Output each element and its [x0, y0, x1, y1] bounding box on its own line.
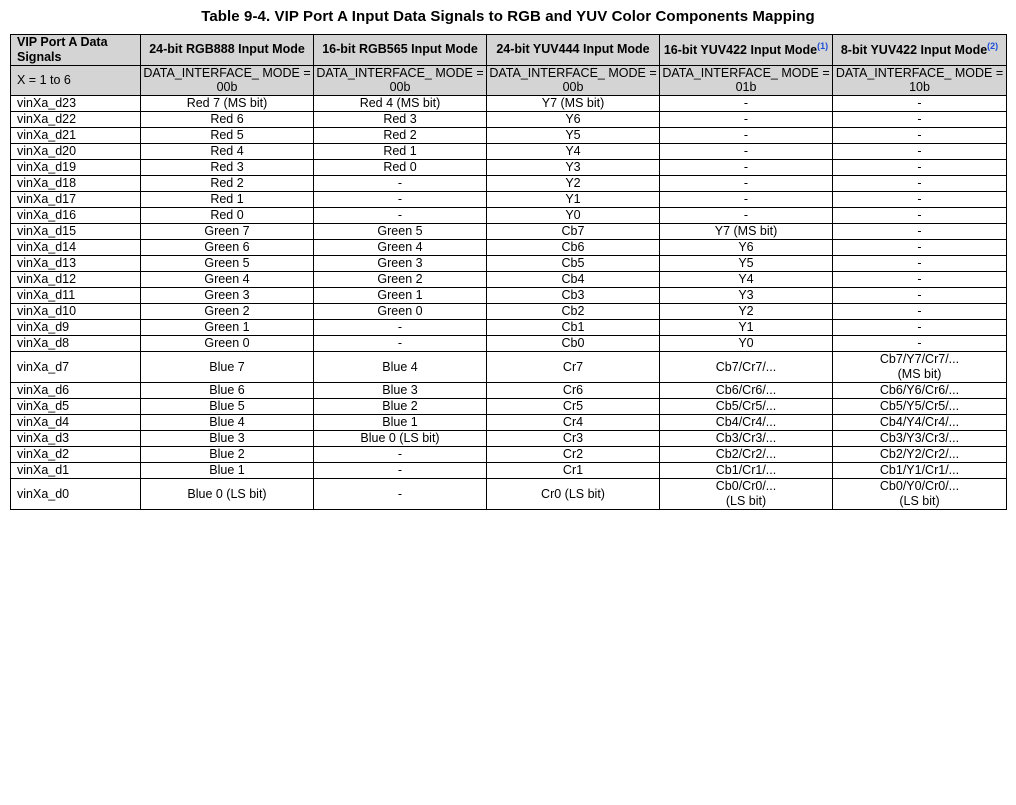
cell-yuv422-16: Cb6/Cr6/... [660, 383, 833, 399]
cell-rgb565: - [314, 208, 487, 224]
subheader-yuv422-8-mode [833, 65, 1007, 96]
cell-rgb565: - [314, 463, 487, 479]
cell-yuv444: Cr4 [487, 415, 660, 431]
cell-yuv422-16: - [660, 96, 833, 112]
cell-signal: vinXa_d20 [11, 144, 141, 160]
subheader-line1: DATA_INTERFACE_ [489, 65, 605, 80]
cell-yuv444: Cr0 (LS bit) [487, 479, 660, 510]
cell-yuv422-16: - [660, 192, 833, 208]
cell-yuv422-8: Cb6/Y6/Cr6/... [833, 383, 1007, 399]
cell-rgb888: Green 7 [141, 224, 314, 240]
table-row [11, 304, 1007, 320]
column-header-yuv422-16 [660, 35, 833, 66]
cell-rgb888: Blue 3 [141, 431, 314, 447]
table-row [11, 112, 1007, 128]
cell-yuv422-8: Cb4/Y4/Cr4/... [833, 415, 1007, 431]
cell-signal: vinXa_d21 [11, 128, 141, 144]
cell-yuv422-16: Y6 [660, 240, 833, 256]
cell-rgb888: Red 5 [141, 128, 314, 144]
column-header-line1: 24-bit RGB888 [149, 42, 235, 57]
cell-yuv444: Cr7 [487, 352, 660, 383]
cell-line2: (MS bit) [897, 367, 942, 381]
cell-rgb888: Red 7 (MS bit) [141, 96, 314, 112]
cell-signal: vinXa_d16 [11, 208, 141, 224]
column-header-line2: Input Mode [582, 42, 650, 57]
table-subheader-row [11, 65, 1007, 96]
cell-yuv422-8: - [833, 256, 1007, 272]
cell-signal: vinXa_d23 [11, 96, 141, 112]
cell-yuv422-16: Y5 [660, 256, 833, 272]
cell-signal: vinXa_d7 [11, 352, 141, 383]
cell-yuv444: Cr6 [487, 383, 660, 399]
cell-rgb888: Red 1 [141, 192, 314, 208]
column-header-line2-text: Input Mode [920, 43, 988, 58]
subheader-yuv422-16-mode [660, 65, 833, 96]
cell-yuv444: Cr3 [487, 431, 660, 447]
cell-yuv422-16: Cb1/Cr1/... [660, 463, 833, 479]
cell-yuv444: Cb0 [487, 336, 660, 352]
column-header-line2-text: Input Mode [750, 43, 818, 58]
cell-yuv422-8: - [833, 336, 1007, 352]
cell-rgb565: Red 4 (MS bit) [314, 96, 487, 112]
column-header-line1: 24-bit YUV444 [496, 42, 580, 57]
subheader-line1: X = 1 to 6 [17, 72, 71, 87]
cell-rgb888: Green 0 [141, 336, 314, 352]
cell-yuv422-8: - [833, 272, 1007, 288]
subheader-line2: MODE = 01b [735, 65, 830, 95]
table-row [11, 144, 1007, 160]
column-header-line1: 8-bit YUV422 [840, 43, 918, 58]
table-row [11, 463, 1007, 479]
table-row [11, 431, 1007, 447]
cell-rgb888: Green 1 [141, 320, 314, 336]
table-row [11, 479, 1007, 510]
cell-yuv422-16: - [660, 128, 833, 144]
cell-signal: vinXa_d1 [11, 463, 141, 479]
cell-rgb888: Green 2 [141, 304, 314, 320]
cell-yuv422-8: Cb1/Y1/Cr1/... [833, 463, 1007, 479]
cell-yuv422-8: - [833, 176, 1007, 192]
cell-signal: vinXa_d10 [11, 304, 141, 320]
table-row [11, 160, 1007, 176]
cell-line2: (LS bit) [725, 494, 767, 508]
table-row [11, 415, 1007, 431]
cell-yuv422-8: - [833, 208, 1007, 224]
cell-rgb888: Blue 2 [141, 447, 314, 463]
cell-yuv444: Cb3 [487, 288, 660, 304]
cell-yuv422-8: - [833, 96, 1007, 112]
cell-rgb565: Green 3 [314, 256, 487, 272]
cell-yuv444: Cb4 [487, 272, 660, 288]
cell-yuv444: Cr5 [487, 399, 660, 415]
cell-yuv444: Cr2 [487, 447, 660, 463]
cell-yuv422-16: Y2 [660, 304, 833, 320]
cell-signal: vinXa_d22 [11, 112, 141, 128]
cell-yuv422-16: Y0 [660, 336, 833, 352]
cell-signal: vinXa_d17 [11, 192, 141, 208]
cell-yuv422-16: - [660, 112, 833, 128]
column-header-yuv444 [487, 35, 660, 66]
table-row [11, 240, 1007, 256]
cell-signal: vinXa_d0 [11, 479, 141, 510]
column-header-line1: 16-bit YUV422 [663, 43, 747, 58]
table-row [11, 224, 1007, 240]
cell-yuv422-16: Cb7/Cr7/... [660, 352, 833, 383]
cell-rgb888: Red 4 [141, 144, 314, 160]
cell-yuv422-16: - [660, 144, 833, 160]
cell-signal: vinXa_d18 [11, 176, 141, 192]
cell-yuv444: Cb6 [487, 240, 660, 256]
cell-yuv422-16: Cb4/Cr4/... [660, 415, 833, 431]
column-header-signals [11, 35, 141, 66]
cell-rgb888: Blue 4 [141, 415, 314, 431]
table-row [11, 192, 1007, 208]
cell-yuv422-8: - [833, 240, 1007, 256]
cell-yuv444: Cr1 [487, 463, 660, 479]
table-row [11, 336, 1007, 352]
column-header-line2 [750, 43, 828, 57]
cell-line1: Cb0/Cr0/... [715, 479, 777, 493]
cell-signal: vinXa_d15 [11, 224, 141, 240]
cell-rgb565: Blue 4 [314, 352, 487, 383]
cell-yuv444: Y4 [487, 144, 660, 160]
cell-signal: vinXa_d9 [11, 320, 141, 336]
column-header-line1: VIP Port A [17, 35, 77, 49]
cell-yuv422-8: - [833, 192, 1007, 208]
cell-signal: vinXa_d13 [11, 256, 141, 272]
cell-yuv444: Cb2 [487, 304, 660, 320]
cell-yuv422-8: - [833, 288, 1007, 304]
cell-rgb888: Blue 5 [141, 399, 314, 415]
cell-signal: vinXa_d12 [11, 272, 141, 288]
table-row [11, 176, 1007, 192]
cell-yuv444: Cb5 [487, 256, 660, 272]
table-row [11, 96, 1007, 112]
cell-yuv422-8 [833, 352, 1007, 383]
signal-mapping-table [10, 34, 1007, 510]
cell-signal: vinXa_d6 [11, 383, 141, 399]
cell-signal: vinXa_d3 [11, 431, 141, 447]
table-caption: Table 9-4. VIP Port A Input Data Signals to RGB and YUV Color Components Mapping [201, 8, 815, 25]
cell-yuv444: Cb1 [487, 320, 660, 336]
cell-rgb565: Green 1 [314, 288, 487, 304]
subheader-line1: DATA_INTERFACE_ [835, 65, 952, 80]
cell-rgb888: Green 4 [141, 272, 314, 288]
cell-yuv422-16: - [660, 160, 833, 176]
subheader-yuv444-mode [487, 65, 660, 96]
cell-yuv422-16: Cb2/Cr2/... [660, 447, 833, 463]
cell-rgb888: Red 6 [141, 112, 314, 128]
table-row [11, 272, 1007, 288]
cell-rgb888: Green 6 [141, 240, 314, 256]
cell-yuv422-8: - [833, 320, 1007, 336]
cell-yuv444: Y5 [487, 128, 660, 144]
cell-line1: Cb0/Y0/Cr0/... [879, 479, 960, 493]
cell-rgb565: - [314, 192, 487, 208]
cell-rgb565: Green 2 [314, 272, 487, 288]
cell-yuv422-8: Cb2/Y2/Cr2/... [833, 447, 1007, 463]
table-row [11, 288, 1007, 304]
cell-rgb565: Green 0 [314, 304, 487, 320]
table-body [11, 96, 1007, 510]
subheader-rgb565-mode [314, 65, 487, 96]
table-row [11, 383, 1007, 399]
cell-rgb565: Red 0 [314, 160, 487, 176]
cell-rgb888: Blue 6 [141, 383, 314, 399]
cell-rgb888: Blue 7 [141, 352, 314, 383]
column-header-yuv422-8 [833, 35, 1007, 66]
subheader-line2: MODE = 00b [216, 65, 311, 95]
table-row [11, 208, 1007, 224]
cell-signal: vinXa_d19 [11, 160, 141, 176]
cell-yuv422-16: Y1 [660, 320, 833, 336]
cell-signal: vinXa_d5 [11, 399, 141, 415]
column-header-line2 [921, 43, 999, 57]
cell-yuv422-16: Y4 [660, 272, 833, 288]
cell-yuv444: Y0 [487, 208, 660, 224]
document-page [0, 8, 1016, 510]
cell-yuv422-16 [660, 479, 833, 510]
cell-yuv422-8: - [833, 112, 1007, 128]
cell-rgb565: Red 2 [314, 128, 487, 144]
cell-yuv422-8: - [833, 144, 1007, 160]
footnote-marker-2[interactable]: (2) [987, 41, 999, 52]
table-header-row [11, 35, 1007, 66]
cell-line2: (LS bit) [899, 494, 940, 508]
subheader-signal-range [11, 65, 141, 96]
cell-yuv422-16: - [660, 208, 833, 224]
cell-yuv444: Y3 [487, 160, 660, 176]
cell-yuv422-8: - [833, 224, 1007, 240]
cell-signal: vinXa_d2 [11, 447, 141, 463]
column-header-rgb888 [141, 35, 314, 66]
subheader-line2: MODE = 10b [909, 65, 1004, 95]
table-row [11, 399, 1007, 415]
subheader-rgb888-mode [141, 65, 314, 96]
footnote-marker-1[interactable]: (1) [817, 41, 829, 52]
cell-yuv444: Cb7 [487, 224, 660, 240]
cell-rgb888: Blue 1 [141, 463, 314, 479]
subheader-line1: DATA_INTERFACE_ [143, 65, 259, 80]
cell-yuv422-8: Cb5/Y5/Cr5/... [833, 399, 1007, 415]
cell-yuv444: Y6 [487, 112, 660, 128]
cell-yuv444: Y2 [487, 176, 660, 192]
subheader-line2: MODE = 00b [389, 65, 484, 95]
cell-rgb565: Green 4 [314, 240, 487, 256]
cell-line1: Cb7/Y7/Cr7/... [879, 352, 960, 366]
cell-rgb565: Blue 2 [314, 399, 487, 415]
column-header-line2: Input Mode [411, 42, 478, 57]
cell-yuv422-16: Cb5/Cr5/... [660, 399, 833, 415]
cell-yuv422-8: - [833, 304, 1007, 320]
table-row [11, 352, 1007, 383]
subheader-line2: MODE = 00b [562, 65, 657, 95]
cell-rgb565: Blue 3 [314, 383, 487, 399]
cell-rgb888: Green 3 [141, 288, 314, 304]
table-row [11, 128, 1007, 144]
cell-signal: vinXa_d8 [11, 336, 141, 352]
cell-rgb565: - [314, 336, 487, 352]
cell-yuv422-8: Cb3/Y3/Cr3/... [833, 431, 1007, 447]
column-header-line1: 16-bit RGB565 [322, 42, 408, 57]
cell-yuv444: Y1 [487, 192, 660, 208]
cell-rgb565: Red 3 [314, 112, 487, 128]
table-row [11, 320, 1007, 336]
cell-rgb888: Red 0 [141, 208, 314, 224]
cell-rgb888: Green 5 [141, 256, 314, 272]
cell-rgb888: Red 3 [141, 160, 314, 176]
cell-yuv422-16: Y7 (MS bit) [660, 224, 833, 240]
cell-rgb565: - [314, 447, 487, 463]
cell-yuv444: Y7 (MS bit) [487, 96, 660, 112]
cell-rgb565: - [314, 176, 487, 192]
cell-signal: vinXa_d4 [11, 415, 141, 431]
cell-rgb565: - [314, 479, 487, 510]
subheader-line1: DATA_INTERFACE_ [316, 65, 432, 80]
cell-rgb565: Green 5 [314, 224, 487, 240]
cell-yuv422-16: Cb3/Cr3/... [660, 431, 833, 447]
cell-signal: vinXa_d14 [11, 240, 141, 256]
table-row [11, 256, 1007, 272]
cell-rgb888: Red 2 [141, 176, 314, 192]
cell-rgb565: Red 1 [314, 144, 487, 160]
cell-signal: vinXa_d11 [11, 288, 141, 304]
cell-rgb565: - [314, 320, 487, 336]
cell-yuv422-16: - [660, 176, 833, 192]
column-header-rgb565 [314, 35, 487, 66]
cell-yuv422-16: Y3 [660, 288, 833, 304]
cell-rgb888: Blue 0 (LS bit) [141, 479, 314, 510]
column-header-line2: Input Mode [238, 42, 305, 57]
table-row [11, 447, 1007, 463]
cell-rgb565: Blue 1 [314, 415, 487, 431]
cell-yuv422-8 [833, 479, 1007, 510]
column-header-line2: Data Signals [17, 35, 108, 64]
subheader-line1: DATA_INTERFACE_ [662, 65, 778, 80]
cell-rgb565: Blue 0 (LS bit) [314, 431, 487, 447]
cell-yuv422-8: - [833, 128, 1007, 144]
cell-yuv422-8: - [833, 160, 1007, 176]
